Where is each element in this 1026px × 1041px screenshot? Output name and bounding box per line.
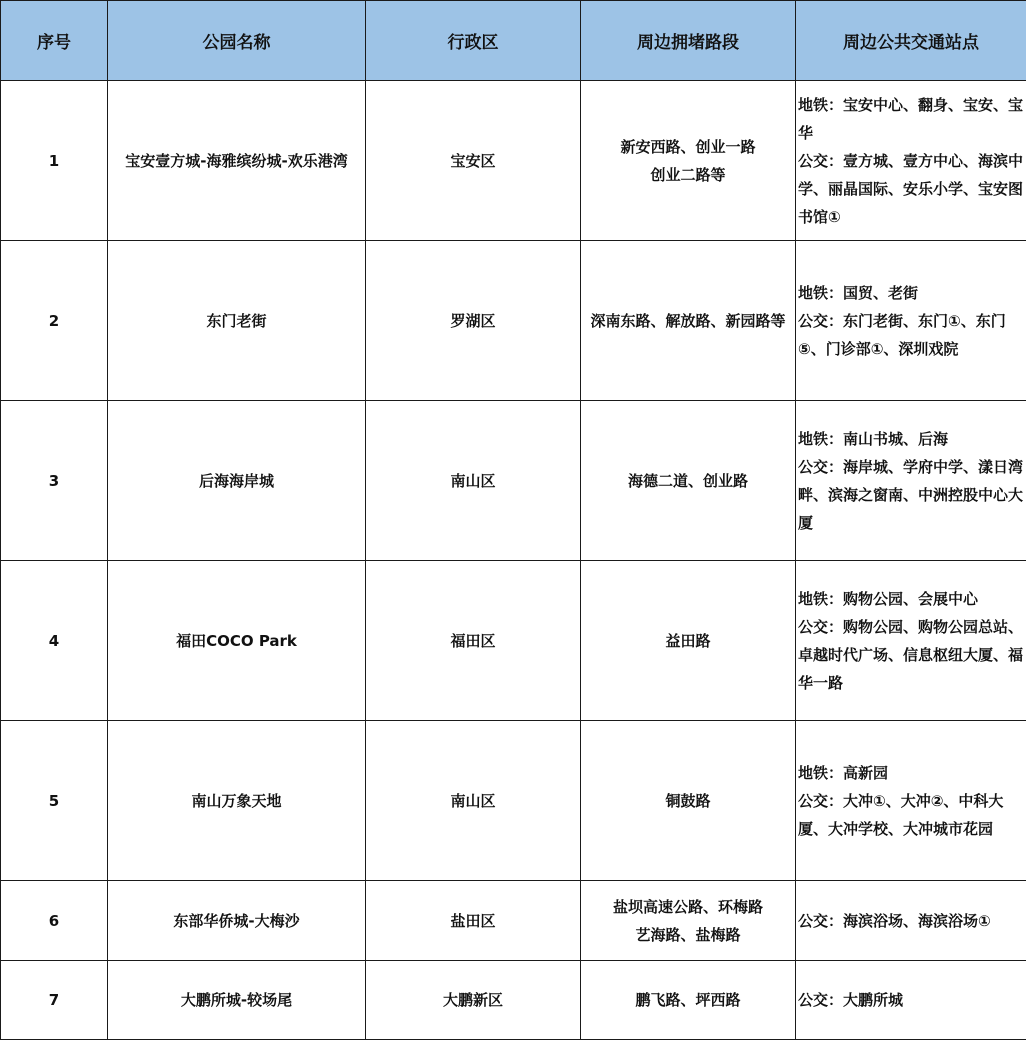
header-district: 行政区 bbox=[366, 1, 581, 81]
cell-park-name: 东门老街 bbox=[108, 241, 366, 401]
cell-district: 南山区 bbox=[366, 721, 581, 881]
cell-park-name: 南山万象天地 bbox=[108, 721, 366, 881]
metro-stations: 地铁：购物公园、会展中心 bbox=[798, 589, 979, 608]
header-congested-roads: 周边拥堵路段 bbox=[581, 1, 796, 81]
cell-transit-stops bbox=[796, 961, 1026, 1040]
road-line: 铜鼓路 bbox=[665, 791, 711, 810]
header-transit-stops: 周边公共交通站点 bbox=[796, 1, 1026, 81]
bus-stations: 公交：东门老街、东门①、东门⑤、门诊部①、深圳戏院 bbox=[798, 311, 1006, 358]
cell-park-name: 后海海岸城 bbox=[108, 401, 366, 561]
cell-index: 5 bbox=[1, 721, 108, 881]
cell-congested-roads bbox=[581, 81, 796, 241]
header-park-name: 公园名称 bbox=[108, 1, 366, 81]
cell-congested-roads bbox=[581, 561, 796, 721]
table-row bbox=[1, 401, 1026, 561]
cell-park-name: 宝安壹方城-海雅缤纷城-欢乐港湾 bbox=[108, 81, 366, 241]
metro-stations: 地铁：国贸、老街 bbox=[798, 283, 919, 302]
cell-district: 福田区 bbox=[366, 561, 581, 721]
metro-stations: 地铁：高新园 bbox=[798, 763, 889, 782]
table-row bbox=[1, 961, 1026, 1040]
cell-congested-roads bbox=[581, 241, 796, 401]
table-row bbox=[1, 881, 1026, 961]
cell-district: 宝安区 bbox=[366, 81, 581, 241]
bus-stations: 公交：海滨浴场、海滨浴场① bbox=[798, 911, 991, 930]
table-header-row bbox=[1, 1, 1026, 81]
cell-transit-stops bbox=[796, 241, 1026, 401]
cell-transit-stops bbox=[796, 561, 1026, 721]
header-index: 序号 bbox=[1, 1, 108, 81]
cell-index: 1 bbox=[1, 81, 108, 241]
road-line: 益田路 bbox=[665, 631, 711, 650]
cell-district: 盐田区 bbox=[366, 881, 581, 961]
cell-congested-roads bbox=[581, 881, 796, 961]
cell-transit-stops bbox=[796, 881, 1026, 961]
cell-district: 大鹏新区 bbox=[366, 961, 581, 1040]
cell-congested-roads bbox=[581, 961, 796, 1040]
bus-stations: 公交：大冲①、大冲②、中科大厦、大冲学校、大冲城市花园 bbox=[798, 791, 1004, 838]
cell-transit-stops bbox=[796, 401, 1026, 561]
bus-stations: 公交：海岸城、学府中学、漾日湾畔、滨海之窗南、中洲控股中心大厦 bbox=[798, 457, 1024, 532]
cell-index: 6 bbox=[1, 881, 108, 961]
cell-index: 3 bbox=[1, 401, 108, 561]
cell-index: 7 bbox=[1, 961, 108, 1040]
cell-index: 2 bbox=[1, 241, 108, 401]
bus-stations: 公交：壹方城、壹方中心、海滨中学、丽晶国际、安乐小学、宝安图书馆① bbox=[798, 151, 1024, 226]
road-line: 新安西路、创业一路 bbox=[620, 137, 756, 156]
cell-district: 南山区 bbox=[366, 401, 581, 561]
cell-congested-roads bbox=[581, 721, 796, 881]
cell-park-name: 东部华侨城-大梅沙 bbox=[108, 881, 366, 961]
metro-stations: 地铁：南山书城、后海 bbox=[798, 429, 949, 448]
road-line: 艺海路、盐梅路 bbox=[635, 925, 741, 944]
cell-congested-roads bbox=[581, 401, 796, 561]
metro-stations: 地铁：宝安中心、翻身、宝安、宝华 bbox=[798, 95, 1024, 142]
table-row bbox=[1, 241, 1026, 401]
bus-stations: 公交：大鹏所城 bbox=[798, 991, 904, 1009]
table-row bbox=[1, 561, 1026, 721]
table-row bbox=[1, 81, 1026, 241]
road-line: 创业二路等 bbox=[650, 165, 726, 184]
cell-park-name: 大鹏所城-较场尾 bbox=[108, 961, 366, 1040]
cell-transit-stops bbox=[796, 81, 1026, 241]
cell-transit-stops bbox=[796, 721, 1026, 881]
road-line: 深南东路、解放路、新园路等 bbox=[590, 311, 786, 330]
cell-index: 4 bbox=[1, 561, 108, 721]
table-row bbox=[1, 721, 1026, 881]
road-line: 鹏飞路、坪西路 bbox=[635, 991, 741, 1009]
cell-park-name: 福田COCO Park bbox=[108, 561, 366, 721]
road-line: 海德二道、创业路 bbox=[627, 471, 748, 490]
cell-district: 罗湖区 bbox=[366, 241, 581, 401]
bus-stations: 公交：购物公园、购物公园总站、卓越时代广场、信息枢纽大厦、福华一路 bbox=[798, 617, 1024, 692]
road-line: 盐坝高速公路、环梅路 bbox=[612, 897, 763, 916]
